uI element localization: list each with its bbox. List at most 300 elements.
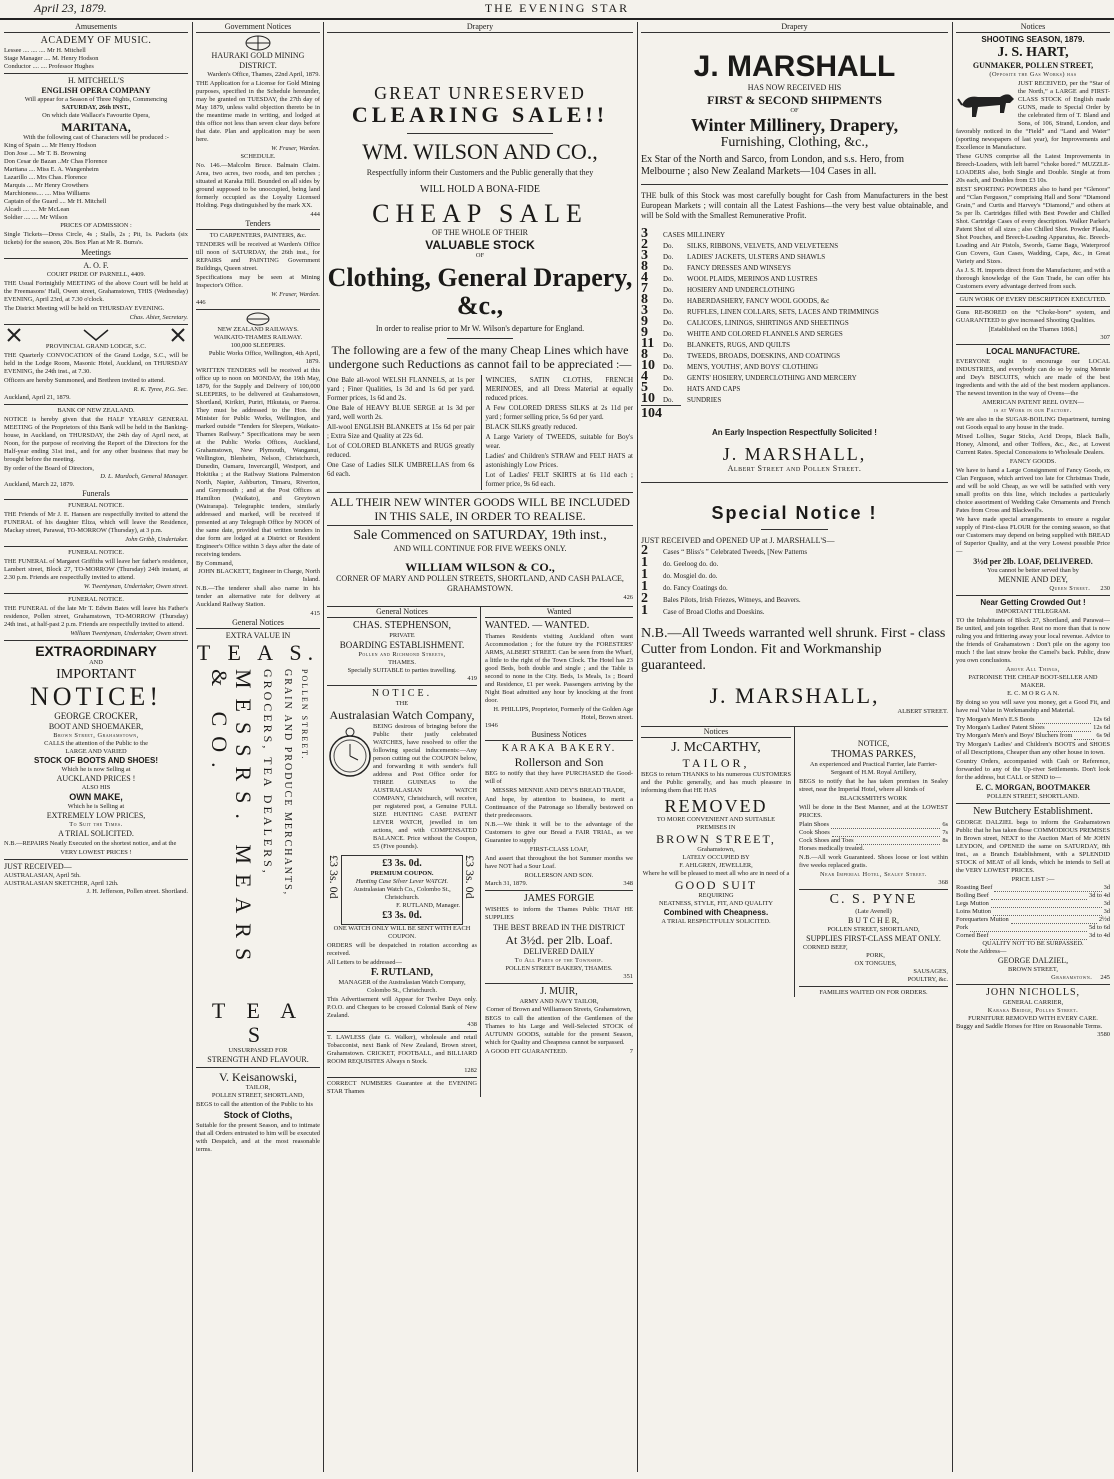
opposite: (Opposite the Gas Works) has: [989, 71, 1077, 78]
funeral-text: THE FUNERAL of the late Mr T. Edwin Bates will leave his Father's residence, Pollen street, Grahamstown, TO-MORROW (Thursday) 24th inst., at half-past 2 p.m. Friends are respectfully invited to attend.: [4, 605, 188, 628]
stock-boots: STOCK OF BOOTS AND SHOES!: [33, 756, 158, 765]
funeral-text: THE FUNERAL of Margaret Griffiths will leave her father's residence, Lambert street, Block 27, TO-MORROW (Thursday) 24th instant, at 2.30 p.m. Friends are respectfully invited to attend.: [4, 558, 188, 581]
local-manufacture: LOCAL MANUFACTURE.: [986, 347, 1080, 356]
awc-body: [327, 722, 477, 852]
ref-number: 351: [623, 973, 633, 980]
above-all: Above All Things,: [1006, 666, 1060, 673]
lessee: Lessee .... .... .... Mr H. Mitchell: [4, 47, 86, 54]
price-row: Pork 5d to 6d: [956, 924, 1110, 931]
fraser-sig: W. Fraser, Warden.: [271, 291, 320, 298]
quality: QUALITY NOT TO BE SURPASSED.: [982, 940, 1084, 947]
awc-text: BEING desirous of bringing before the Public their justly celebrated WATCHES, have resolved to offer the following special inducements:—Any person cutting out the COUPON below, and forwarding it with sender's full address and Post Office order for THREE GUINEAS to the AUSTRALASIAN WATCH COMPANY, Christchurch, will receive, per registered post, a Genuine FULL SIZE HUNTING CASE PATENT LEVER WATCH, jewelled in ten actions, and with COMPENSATED BALANCE. Price without the Coupon, £5 (Five pounds).: [373, 723, 477, 850]
pollen-street: POLLEN STREET, SHORTLAND.: [986, 793, 1080, 800]
marshall-sig: J. MARSHALL,: [722, 444, 867, 464]
carpenters-text: TENDERS will be received at Warden's Office till noon of SATURDAY, the 26th inst., for REPAIRS and PAINTING Government Buildings, Queen street.: [196, 241, 320, 272]
price-row: Legs Mutton 3d: [956, 900, 1110, 907]
parkes-ad: [795, 727, 948, 997]
case-row: 3 Do. LADIES' JACKETS, ULSTERS AND SHAWLS: [641, 248, 826, 263]
sale-line: One Bale all-wool WELSH FLANNELS, at 1s per yard ; Finer Qualities, 1s 3d and 1s 6d per yard. Former prices, 1s 6d and 2s.: [327, 376, 475, 402]
price: £3 3s. 0d.: [382, 858, 422, 869]
good-suit: GOOD SUIT: [674, 878, 758, 892]
army-navy: ARMY AND NAVY TAILOR,: [519, 998, 599, 1005]
cast-item: Alcadi .... .... Mr McLean: [4, 206, 70, 213]
carrier: GENERAL CARRIER,: [1002, 999, 1064, 1006]
just-received: JUST RECEIVED—: [4, 862, 72, 871]
ref-number: 444: [310, 211, 320, 218]
letters: All Letters to be addressed—: [327, 959, 402, 966]
wallace-text: On which date Wallace's Favourite Opera,: [42, 112, 150, 119]
funeral-sig: John Gribb, Undertaker.: [125, 536, 188, 543]
price-row: Plain Shoes 6s: [799, 821, 948, 828]
cases-list: [641, 226, 948, 422]
prices-title: PRICES OF ADMISSION :: [60, 222, 132, 229]
ref-number: 419: [467, 675, 477, 682]
thames: THAMES.: [388, 659, 416, 666]
mennie-footer: [956, 585, 1110, 593]
pgl-text2: Officers are hereby Summoned, and Brethren invited to attend.: [4, 377, 166, 384]
first-loaf: FIRST-CLASS LOAF,: [529, 846, 589, 853]
awc-title: Australasian Watch Company,: [329, 708, 475, 722]
mennie-dey: MENNIE AND DEY,: [998, 575, 1068, 584]
at-work: is at Work in our Factory.: [994, 407, 1072, 414]
price-row: Try Morgan's Men's and Boys' Bluchers from 6s 9d: [956, 732, 1110, 739]
ref-number: 368: [938, 879, 948, 886]
one-watch: ONE WATCH ONLY WILL BE SENT WITH EACH COUPON.: [333, 925, 471, 940]
shooting-season: SHOOTING SEASON, 1879.: [981, 35, 1085, 44]
marshall-title: J. MARSHALL: [693, 50, 896, 83]
pgl-sig: R. K. Tyree, P.G. Sec.: [133, 386, 188, 393]
keisanowski: V. Keisanowski,: [218, 1070, 298, 1084]
clearing-sale: CLEARING SALE!!: [351, 102, 609, 127]
boarding: BOARDING ESTABLISHMENT.: [339, 640, 465, 650]
tailor: TAILOR,: [245, 1084, 271, 1091]
lately: LATELY OCCUPIED BY: [682, 854, 750, 861]
calls-text: CALLS the attention of the Public to the: [44, 740, 148, 747]
morgan-spaced: E. C. M O R G A N.: [1007, 690, 1059, 697]
hauraki-title: HAURAKI GOLD MINING DISTRICT.: [211, 51, 305, 70]
section-header: General Notices: [196, 618, 320, 629]
march-date: March 31, 1879.: [485, 880, 528, 887]
nb-tweeds: N.B.—All Tweeds warranted well shrunk. First - class Cutter from London. Fit and Workmanship guaranteed.: [641, 626, 946, 673]
sell-at: Which he is Selling at: [67, 803, 125, 810]
note-address: Note the Address—: [956, 948, 1007, 955]
corner-address: CORNER OF MARY AND POLLEN STREETS, SHORTLAND, AND CASH PALACE, GRAHAMSTOWN.: [336, 574, 624, 593]
funeral-sig: William Twentyman, Undertaker, Owen street.: [70, 630, 188, 637]
grocers: GROCERS, TEA DEALERS,: [261, 669, 275, 876]
sale-line: One Bale of HEAVY BLUE SERGE at 1s 3d per yard, well worth 2s.: [327, 404, 475, 421]
by-command: By Command,: [196, 560, 234, 567]
hart-text2: These GUNS comprise all the Latest Improvements in Breech-Loaders, with left barrel “choke bored.” MUZZLE-LOADERS also, both Single and Double. Single at from 20s each, and Doubles from £3 10s.: [956, 153, 1110, 184]
ref-number: 438: [467, 1021, 477, 1028]
aof-title: A. O. F.: [83, 261, 109, 270]
tweed-row: 1 do. Mosgiel do. do.: [641, 567, 718, 582]
section-header: Notices: [641, 727, 791, 738]
cast-item: King of Spain .... Mr Henry Hodson: [4, 142, 97, 149]
fancy-text: We have to hand a Large Consignment of Fancy Goods, ex Clan Ferguson, which arrived too late for Christmas Trade, and will be sold Cheap, as we will be satisfied with very small profits on this line, which includes a particularly choice assortment of Wedding Cake Ornaments and French Pates from Cross and Blackwell's.: [956, 467, 1110, 514]
best-powders: BEST SPORTING POWDERS also to hand per “Glenora” and “Clan Ferguson,” comprising Hall and Sons' “Diamond Grain,” and Curtis and Harvey's “Diamond,” and others at 5s per lb. Cartridges filled with Best Powder and Chilled Shot. Cartridge Cases of every description. Walker Parker's Patent Shot of all sizes ; also Chilled Shot. Powder Flasks, Shot Pouches, and Breech-Loading Apparatus, &c. Breech-Loading and Air Pistols, Swords, Game Bags, Waterproof Gun Covers, Gun Cases, Wadding, Caps, &c., in Great Variety and Sizes.: [956, 186, 1110, 265]
dalziel-text: GEORGE DALZIEL begs to inform the Grahamstown Public that he has taken those COMMODIOUS PREMISES in Brown street, NEXT to the Auction Mart of Mr JOHN LEYDON, and OPENED the same on SATURDAY, 8th inst., as a Branch Establishment, with a SPLENDID STOCK of MEAT of all kinds, which he intends to Sell at the VERY LOWEST PRICES.: [956, 819, 1110, 874]
watch-icon: [327, 722, 373, 782]
tweeds-list: [641, 543, 948, 618]
district-meeting: The District Meeting will be held on THURSDAY EVENING.: [4, 305, 165, 312]
stock-cloths: Stock of Cloths,: [223, 1110, 293, 1120]
combined: Combined with Cheapness.: [663, 908, 769, 917]
price-row: Try Morgan's Men's E.S Boots 12s 6d: [956, 716, 1110, 723]
mears-block: [196, 669, 320, 999]
extraordinary: EXTRAORDINARY: [35, 643, 157, 659]
muir: J. MUIR,: [540, 986, 578, 997]
cast-intro: With the following cast of Characters will be produced :-: [23, 134, 169, 141]
price-row: Forequarters Mutton 2½d: [956, 916, 1110, 923]
furnishing: Furnishing, Clothing, &c.,: [720, 135, 869, 150]
crocker-name: GEORGE CROCKER,: [54, 711, 138, 721]
ref-number: 307: [1100, 334, 1110, 341]
repairs-text: N.B.—REPAIRS Neatly Executed on the shortest notice, and at the: [4, 840, 177, 847]
fraser-sig: W. Fraser, Warden.: [271, 145, 320, 152]
rollerson-sig: ROLLERSON AND SON.: [524, 872, 594, 879]
specially: Specially SUITABLE to parties travelling.: [347, 667, 457, 674]
sale-line: A Large Variety of TWEEDS, suitable for Boy's wear.: [485, 433, 633, 450]
tweed-row: 1 do. Fancy Coatings do.: [641, 579, 728, 594]
ref-number: 7: [629, 1048, 633, 1055]
left-lines: [327, 375, 475, 490]
price-row: Cook Shoes 7s: [799, 829, 948, 836]
hart: J. S. HART,: [997, 45, 1069, 60]
secretary-sig: Chas. Ahier, Secretary.: [129, 314, 188, 321]
more-convenient: TO MORE CONVENIENT AND SUITABLE PREMISES IN: [656, 816, 776, 831]
sale-line: One Case of Ladies SILK UMBRELLAS from 6s 6d each.: [327, 461, 475, 478]
tweed-row: 2 Cases “ Bliss's ” Celebrated Tweeds, [New Patterns: [641, 543, 808, 558]
opera-company: ENGLISH OPERA COMPANY: [41, 86, 151, 95]
messrs-mears: MESSRS. MEARS & CO.: [207, 669, 256, 971]
conductor: Conductor .... .... Professor Hughes: [4, 63, 94, 70]
premium-coupon[interactable]: [341, 855, 463, 925]
mennie-trade: MESSRS MENNIE AND DEY'S BREAD TRADE,: [492, 787, 626, 794]
right-lines: [481, 375, 634, 490]
begs-text: BEGS to call the attention of the Public to his: [196, 1101, 313, 1108]
very-lowest: VERY LOWEST PRICES !: [60, 849, 132, 856]
court-title: COURT PRIDE OF PARNELL, 4409.: [46, 271, 146, 278]
sale-lines: [327, 375, 633, 490]
country-orders: Country Orders, accompanied with Cash or Reference, forwarded to any of the Up-river Settlements. Don't look for the address, but CALL or SEND to—: [956, 758, 1110, 781]
brown-street: BROWN STREET,: [656, 832, 776, 846]
own-make: OWN MAKE,: [69, 792, 123, 802]
academy-title: ACADEMY OF MUSIC.: [40, 35, 152, 46]
special-notice: Special Notice !: [711, 503, 878, 523]
established: [Established on the Thames 1868.]: [988, 326, 1078, 333]
cannot-better: You cannot be better served than by: [987, 567, 1079, 574]
ex-star: Ex Star of the North and Sarco, from London, and s.s. Hero, from Melbourne ; also New Zealand Markets—104 Cases in all.: [641, 154, 904, 177]
gun-dog-icon: [956, 79, 1018, 123]
wtr-title: WAIKATO-THAMES RAILWAY.: [213, 334, 303, 341]
funeral-title: FUNERAL NOTICE.: [68, 596, 124, 603]
importer: As J. S. H. imports direct from the Manufacturer, and with a thorough knowledge of the Gun Trade, he can offer his Customers every advantage derived from such.: [956, 267, 1110, 290]
ahlgren: F. AHLGREN, JEWELLER,: [679, 862, 753, 869]
wanted-text: Thames Residents visiting Auckland often want Accommodation ; for the future try the FORESTERS' ARMS, ALBERT STREET. Can be seen from the Wharf, a little to the right of the Town Clock. The Hotel has 23 good Beds, both double and single ; and the Table is second to none in the City. Beds, 1s Meals, 1s ; Board and Residence, £1 per week. Passengers arriving by the Night Boat admitted any hour by knocking at the front door.: [485, 633, 633, 704]
schedule-text: No. 146.—Malcolm Bruce. Balmain Claim. Area, two acres, two roods, and ten perches ; situated at Karaka Hill. Bounded on all sides by ground supposed to be unoccupied, being land formerly occupied as the Loyalty Licensed Holding. Pegs distinguished by the mark XX.: [196, 162, 320, 209]
marshall-sig-2: J. MARSHALL,: [709, 683, 880, 708]
suitable-text: Suitable for the present Season, and to intimate that all Orders entrusted to him will be executed with Despatch, and at the most reasonable terms.: [196, 1122, 320, 1153]
price-row: Cock Shoes and Toes 8s: [799, 837, 948, 844]
pgl-text: THE Quarterly CONVOCATION of the Grand Lodge, S.C., will be held in the Lodge Room, Masonic Hotel, Auckland, on THURSDAY EVENING, the 24th inst., at 7.30.: [4, 352, 188, 375]
cases-total: 104: [641, 406, 662, 421]
column-notices: [956, 22, 1110, 1472]
correct-numbers: CORRECT NUMBERS Guarantee at the EVENING STAR Thames: [327, 1080, 477, 1095]
section-header: Wanted: [485, 607, 633, 618]
appear-text: Will appear for a Season of Three Nights, Commencing: [24, 96, 168, 103]
issue-date: April 23, 1879.: [34, 1, 107, 15]
flour-text: We have made special arrangements to ensure a regular supply of First-class FLOUR for the coming season, so that our Customers may depend on being supplied with BREAD of Superior Quality, and at the very Lowest possible Price—: [956, 516, 1110, 555]
valuable-stock: VALUABLE STOCK: [425, 238, 535, 252]
rut-mgr: MANAGER of the Australasian Watch Company, Colombo St., Christchurch.: [338, 979, 466, 994]
blackett-sig: JOHN BLACKETT, Engineer in Charge, North Island.: [198, 568, 320, 583]
karaka-bakery: KARAKA BAKERY.: [501, 743, 617, 754]
rollerson-text: BEG to notify that they have PURCHASED the Good-will of: [485, 770, 633, 785]
prices-text: Single Tickets—Dress Circle, 4s ; Stalls, 2s ; Pit, 1s. Packets (six tickets) for the season, 20s. Box Plan at Mr R. Burra's.: [4, 231, 188, 246]
auckland-prices: AUCKLAND PRICES !: [56, 774, 136, 783]
cast-list: [4, 142, 188, 222]
muir-footer: [485, 1048, 633, 1056]
ref-number: 1282: [464, 1067, 477, 1074]
meat-prices: [956, 884, 1110, 940]
lower-left: [327, 607, 481, 1097]
following-text: The following are a few of the many Cheap Lines which have undergone such Reductions as cannot fail to be appreciated :—: [328, 343, 632, 371]
bnz-text: NOTICE is hereby given that the HALF YEARLY GENERAL MEETING of the Proprietors of this Bank will be held in the Banking-house, in Auckland, on THURSDAY, the 24th day of April next, at Noon, for the purpose of receiving the Report of the Directors for the Half-year ending 31st inst., and for any other business that may be brought before the meeting.: [4, 416, 188, 463]
nzr-text: WRITTEN TENDERS will be received at this office up to noon on MONDAY, the 19th May, 1879, for the Supply and Delivery of 100,000 SLEEPERS, to be delivered at Grahamstown, Shortland, Kirikiri, Puriri, Hikutaia, or Paeroa. They must be addressed to the Hon. the Minister for Public Works, Wellington, and marked outside “Tenders for Sleepers, Waikato-Thames Railway.” Specifications may be seen at the Public Works Offices, Auckland, Grahamstown, New Plymouth, Wanganui, Wellington, Blenheim, Nelson, Christchurch, Dunedin, Oamaru, Invercargill, Westport, and Hokitika ; at the Railway Stations Palmerston North, Napier, Ashburton, Timaru, Riverton, and Greymouth ; and at the Post Offices at Hamilton (Waikato), and Greytown (Wairarapa). Telegraphic tenders, similarly addressed and marked, will be received if presented at any Telegraph Office by NOON of the same date, provided that written tenders in due form are lodged at a District or Resident Engineer's Office within 3 days after the date of receiving tenders.: [196, 367, 320, 558]
respect-text: Respectfully inform their Customers and the Public generally that they: [366, 168, 594, 177]
price-list: PRICE LIST :—: [1011, 876, 1055, 883]
bnz-title: BANK OF NEW ZEALAND.: [57, 407, 135, 414]
great-unreserved: GREAT UNRESERVED: [374, 83, 586, 103]
patronise: PATRONISE THE CHEAP BOOT-SELLER AND MAKER.: [968, 674, 1098, 689]
case-row: 9 Do. WHITE AND COLORED FLANNELS AND SERGES: [641, 325, 843, 340]
funeral-title: FUNERAL NOTICE.: [68, 549, 124, 556]
section-header: Business Notices: [485, 730, 633, 741]
parkes-nb: N.B.—All work Guaranteed. Shoes loose or lost within five weeks replaced gratis.: [799, 854, 948, 869]
jefferson: J. H. Jefferson, Pollen street. Shortland.: [86, 888, 188, 895]
cast-item: Soldier .... .... Mr Wilson: [4, 214, 68, 221]
pollen-richmond: Pollen and Richmond Streets,: [358, 651, 446, 658]
section-header: Funerals: [4, 489, 188, 500]
sleepers-title: 100,000 SLEEPERS.: [230, 342, 286, 349]
case-row: 9 Do. CALICOES, LININGS, SHIRTINGS AND SHEETINGS: [641, 314, 849, 329]
ref-number: 415: [310, 610, 320, 617]
ref-number: 426: [623, 594, 633, 601]
funeral-sig: W. Twentyman, Undertaker, Owen street.: [83, 583, 188, 590]
winter-millinery: Winter Millinery, Drapery,: [690, 115, 899, 135]
bnz-sig: D. L. Murdoch, General Manager.: [100, 473, 188, 480]
section-header: Amusements: [4, 22, 188, 33]
rollerson-text2: And hope, by attention to business, to merit a Continuance of the Patronage so liberally bestowed on their predecessors.: [485, 796, 633, 819]
parkes-text2: Will be done in the Best Manner, and at the LOWEST PRICES.: [799, 804, 948, 819]
premium: PREMIUM COUPON.: [370, 870, 434, 877]
cast-item: Marquis .... Mr Henry Crowthers: [4, 182, 89, 189]
queen-street: Queen Street.: [1049, 585, 1091, 592]
coupon-area: [327, 855, 477, 925]
delivered: DELIVERED DAILY: [523, 947, 595, 956]
nicholls: JOHN NICHOLLS,: [986, 987, 1080, 998]
ref-number: 230: [1100, 585, 1110, 592]
albert-street: ALBERT STREET.: [897, 708, 948, 715]
case-row: 5 Do. HATS AND CAPS: [641, 380, 741, 395]
pollen-street: POLLEN STREET.: [300, 669, 309, 761]
wilson-title: WM. WILSON AND CO.,: [362, 139, 598, 164]
assert-text: And assert that throughout the hot Summer months we have NOT had a Sour Loaf.: [485, 855, 633, 870]
stephenson: CHAS. STEPHENSON,: [352, 620, 452, 631]
bootmaker: BOOT AND SHOEMAKER,: [48, 722, 144, 731]
wardens-office: Warden's Office, Thames, 22nd April, 1879.: [207, 71, 320, 78]
families: FAMILIES WAITED ON FOR ORDERS.: [819, 989, 928, 996]
cast-item: Maritana .... Miss E. A. Wangenheim: [4, 166, 99, 173]
clothing-title: Clothing, General Drapery, &c.,: [327, 263, 633, 320]
sale-line: Lot of COLORED BLANKETS and RUGS greatly reduced.: [327, 442, 475, 459]
sale-line: WINCIES, SATIN CLOTHS, FRENCH MERINOES, and all Dress Material at equally reduced prices.: [485, 376, 633, 402]
crest-icon: [196, 312, 320, 326]
neatness: NEATNESS, STYLE, FIT, AND QUALITY: [658, 900, 774, 907]
the-text: THE: [395, 700, 409, 707]
column-amusements: [4, 22, 188, 1472]
early-inspection: An Early Inspection Respectfully Solicited !: [712, 428, 877, 437]
and-text: AND: [89, 659, 103, 666]
carpenters-text2: Specifications may be seen at Mining Inspector's Office.: [196, 274, 320, 289]
wilson-sig: WILLIAM WILSON & CO.,: [405, 560, 555, 574]
price-row: Try Morgan's Ladies' Patent Shoes 12s 6d: [956, 724, 1110, 731]
american-oven: AMERICAN PATENT REEL OVEN—: [982, 399, 1084, 406]
masthead: [0, 0, 1114, 20]
court-text: THE Usual Fortnightly MEETING of the above Court will be held at the Freemasons' Hall, Owen street, Grahamstown, THIS (Wednesday) EVENING, April 23rd, at 7.30 o'clock.: [4, 280, 188, 303]
ref-number: 245: [1100, 974, 1110, 981]
meat-item: OX TONGUES,: [854, 960, 897, 967]
tweed-row: 2 Bales Pilots, Irish Friezes, Witneys, and Beavers.: [641, 591, 801, 606]
removed: REMOVED: [664, 796, 768, 816]
paper-title: THE EVENING STAR: [484, 1, 630, 15]
bnz-date: Auckland, March 22, 1879.: [4, 481, 75, 488]
bona-fide: WILL HOLD A BONA-FIDE: [420, 184, 540, 195]
section-header: Notices: [956, 22, 1110, 33]
cast-item: Don Jose .... Mr T. B. Browning: [4, 150, 87, 157]
pwo-date: Public Works Office, Wellington, 4th April, 1879.: [208, 350, 320, 365]
teas-title: T E A S.: [196, 640, 320, 665]
shoe-prices: [799, 821, 948, 845]
case-row: 10 Do. SUNDRIES: [641, 391, 722, 406]
parkes-notice: NOTICE,: [857, 739, 890, 748]
meat-list: [799, 944, 948, 984]
cast-item: Marchioness.... .... Miss Williams: [4, 190, 90, 197]
parkes: THOMAS PARKES,: [831, 749, 916, 760]
wanted-title: WANTED. — WANTED.: [485, 620, 590, 631]
section-header: Meetings: [4, 248, 188, 259]
rollerson-nb: N.B.—We think it will be to the advantage of the Customers to give our Bread a FAIR TRIAL, as we Guarantee to supply: [485, 821, 633, 844]
pgl-title: PROVINCIAL GRAND LODGE, S.C.: [45, 343, 147, 350]
section-header: General Notices: [327, 607, 477, 618]
section-header: Government Notices: [196, 22, 320, 33]
hunting: Hunting Case Silver Lever WATCH.: [355, 878, 449, 885]
farrier: An experienced and Practical Farrier, late Farrier-Sergeant of H.M. Royal Artillery,: [809, 761, 938, 776]
section-header: Tenders: [196, 219, 320, 230]
ref-number: 3580: [1097, 1031, 1110, 1038]
price-row: Boiling Beef 3d to 4d: [956, 892, 1110, 899]
whole-stock: OF THE WHOLE OF THEIR: [432, 228, 528, 237]
albert-pollen: Albert Street and Pollen Street.: [727, 464, 862, 473]
wishes-text: WISHES to inform the Thames Public THAT HE SUPPLIES: [485, 906, 633, 921]
tweed-row: 1 do. Geeloog do. do.: [641, 555, 719, 570]
all-winter: ALL THEIR NEW WINTER GOODS WILL BE INCLUDED IN THIS SALE, IN ORDER TO REALISE.: [330, 495, 630, 523]
all-parts: To All Parts of the Township.: [514, 957, 604, 964]
rollerson: Rollerson and Son: [514, 755, 604, 769]
gun-work: GUN WORK OF EVERY DESCRIPTION EXECUTED.: [959, 296, 1107, 303]
sale-line: Ladies' and Children's STRAW and FELT HATS at astonishingly Low Prices.: [485, 452, 633, 469]
sale-line: Lot of Ladies' FELT SKIRTS at 6s 11d each ; former price, 9s 6d each.: [485, 471, 633, 488]
first-second: FIRST & SECOND SHIPMENTS: [707, 93, 882, 107]
mccarthy-ad: [641, 727, 795, 997]
rollerson-footer: [485, 880, 633, 888]
price: £3 3s. 0d.: [382, 910, 422, 921]
try-morgan: Try Morgan's Ladies' and Children's BOOTS and SHOES of all Descriptions, Cheaper than any other house in town.: [956, 741, 1110, 756]
trial-solicited: A TRIAL SOLICITED.: [58, 829, 134, 838]
crest-icon: [196, 35, 320, 51]
meat-item: SAUSAGES,: [913, 968, 948, 975]
maritana-title: MARITANA,: [61, 120, 131, 134]
butcher: B U T C H E R,: [847, 916, 900, 925]
morgan-text: By doing so you will save you money, get a Good Fit, and have real Value in Workmanship and Material.: [956, 699, 1110, 714]
buggy: Buggy and Saddle Horses for Hire on Reasonable Terms.: [956, 1023, 1103, 1030]
meat-item: CORNED BEEF,: [803, 944, 848, 951]
ref-number: 348: [623, 880, 633, 887]
fit-guaranteed: A GOOD FIT GUARANTEED.: [485, 1048, 568, 1055]
price-row: Corned Beef 3d to 4d: [956, 932, 1110, 939]
telegram-text: TO the Inhabitants of Block 27, Shortland, and Parawai—Be united, and join together. Rest no more than that is now ruling you and frittering away your local revenue. Advice to the friends of Grahamstown : Don't pile on the agony too much ! the last straw broke the Camel's back. Public, draw you own conclusions.: [956, 617, 1110, 664]
tweed-row: 1 Case of Broad Cloths and Doeskins.: [641, 603, 765, 618]
late-avenell: (Late Avenell): [855, 908, 892, 915]
karaka-bridge: Karaka Bridge, Pollen Street.: [987, 1007, 1079, 1014]
rebored: Guns RE-BORED on the “Choke-bore” system, and GUARANTEED to give increased Shooting Qualities.: [956, 309, 1110, 324]
section-header: Drapery: [641, 22, 948, 33]
mccarthy-text: BEGS to return THANKS to his numerous CUSTOMERS and the Public generally, and has much pleasure in informing them that HE HAS: [641, 771, 791, 794]
case-row: 8 Do. HABERDASHERY, FANCY WOOL GOODS, &c: [641, 292, 830, 307]
muir-text: BEGS to call the attention of the Gentlemen of the Thames to his Large and Well-Selected STOCK of AUTUMN GOODS, suitable for the present Season, which for Quality and Cheapness cannot be surpassed.: [485, 1015, 633, 1046]
sale-line: BLACK SILKS greatly reduced.: [485, 423, 578, 431]
private: PRIVATE: [389, 632, 415, 639]
cast-item: Don Cesar de Bazan ..Mr Chas Florence: [4, 158, 108, 165]
nb-tender: N.B.—The tenderer shall also name in his tender an alternative rate for delivery at Auckland Railway Station.: [196, 585, 320, 608]
case-row: 4 Do. GENTS' HOSIERY, UNDERCLOTHING AND MERCERY: [641, 369, 857, 384]
grahamstown: Grahamstown.: [1051, 974, 1093, 981]
unsurpassed: UNSURPASSED FOR: [228, 1047, 288, 1054]
fancy-goods: FANCY GOODS.: [1009, 458, 1057, 465]
case-row: 10 Do. MEN'S, YOUTHS', AND BOYS' CLOTHING: [641, 358, 819, 373]
brown-street: BROWN STREET,: [1008, 966, 1058, 973]
morgan-bootmaker: E. C. MORGAN, BOOTMAKER: [975, 783, 1091, 792]
pyne: C. S. PYNE: [829, 892, 918, 907]
boot-prices: [956, 716, 1110, 740]
realise-text: In order to realise prior to Mr W. Wilson's departure for England.: [375, 324, 585, 333]
case-row: 4 Do. WOOL PLAIDS, MERINOS AND LUSTRES: [641, 270, 818, 285]
section-header: Drapery: [327, 22, 633, 33]
pollen-shortland: POLLEN STREET, SHORTLAND,: [211, 1092, 305, 1099]
bulk-text: THE bulk of this Stock was most carefully bought for Cash from Manufacturers in the best European Markets ; will contain all the Latest Fashions—the very best value obtainable, and will be Sold with the Smallest Remunerative Profit.: [641, 191, 948, 220]
dalziel: GEORGE DALZIEL,: [997, 956, 1069, 965]
sale-line: All-wool ENGLISH BLANKETS at 15s 6d per pair ; Extra Size and Quality at 22s 6d.: [327, 423, 475, 440]
tailor: TAILOR,: [682, 756, 750, 770]
grahamstown: Grahamstown,: [697, 846, 735, 853]
forgie: JAMES FORGIE: [523, 893, 595, 904]
rutland: F. RUTLAND,: [370, 967, 434, 978]
cast-item: Lazarillo .... Mrs Chas. Florence: [4, 174, 87, 181]
case-row: 3 Do. RUFFLES, LINEN COLLARS, SETS, LACES AND TRIMMINGS: [641, 303, 879, 318]
cast-item: Captain of the Guard .... Mr H. Mitchell: [4, 198, 107, 205]
masonic-emblem-icon: [4, 327, 188, 343]
hauraki-text: THE Application for a License for Gold Mining purposes, specified in the Schedule hereunder, may be granted on TUESDAY, the 27th day of May 1879, unless valid objection thereto be in the meantime made in writing, and lodged at this office not less than seven clear days before that date. Plan and application may be seen here.: [196, 80, 320, 143]
